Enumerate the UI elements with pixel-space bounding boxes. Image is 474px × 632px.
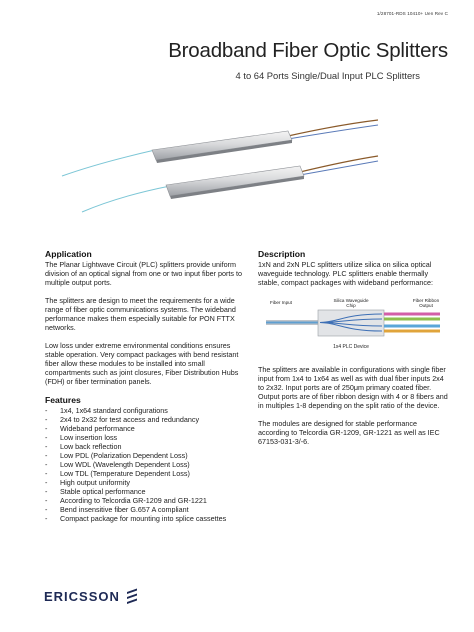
feature-item: - 1x4, 1x64 standard configurations	[45, 406, 250, 415]
description-paragraph-2: The splitters are available in configurations with single fiber input from 1x4 to 1x64 as well as with dual fiber inputs 2x4 to 2x32. Input ports are of 250μm primary coated fiber. Output ports are of fiber ribbon design with 4 or 8 fibers and in multiples 1-8 depending on the split ratio of the device.	[258, 365, 448, 410]
ericsson-logo	[44, 588, 138, 604]
feature-item: - Stable optical performance	[45, 487, 250, 496]
page-subtitle: 4 to 64 Ports Single/Dual Input PLC Splitters	[235, 70, 420, 81]
feature-item: - Bend insensitive fiber G.657 A compliant	[45, 505, 250, 514]
diagram-output-label-line1: Fiber Ribbon	[412, 298, 440, 303]
description-heading: Description	[258, 249, 306, 259]
feature-item: - Wideband performance	[45, 424, 250, 433]
right-column	[258, 249, 448, 455]
feature-item: - 2x4 to 2x32 for test access and redundancy	[45, 415, 250, 424]
feature-item: - Low PDL (Polarization Dependent Loss)	[45, 451, 250, 460]
feature-item: - Low insertion loss	[45, 433, 250, 442]
diagram-caption: 1x4 PLC Device	[333, 344, 369, 350]
ericsson-logo-mark-icon	[126, 588, 138, 604]
application-paragraph-3: Low loss under extreme environmental conditions ensures stable operation. Very compact packages with bend resistant fiber allow these modules to be installed into small compartments such as joint closures, Fiber Distribution Hubs (FDH) or fiber termination panels.	[45, 341, 239, 386]
splitter-module-2	[166, 166, 304, 199]
feature-item: - Low back reflection	[45, 442, 250, 451]
application-paragraph-1: The Planar Lightwave Circuit (PLC) splitters provide uniform division of an optical signal from one or two input fiber ports to multiple output ports.	[45, 260, 242, 287]
feature-item: - High output uniformity	[45, 478, 250, 487]
feature-item: - Low WDL (Wavelength Dependent Loss)	[45, 460, 250, 469]
diagram-chip-label-line1: Silica Waveguide	[333, 298, 369, 303]
feature-item: - Compact package for mounting into splice cassettes	[45, 514, 250, 523]
features-heading: Features	[45, 395, 81, 405]
diagram-chip-label-line2: Chip	[346, 303, 356, 308]
diagram-output-label-line2: Output	[419, 303, 433, 308]
feature-item: - According to Telcordia GR-1209 and GR-1221	[45, 496, 250, 505]
plc-device-diagram	[258, 296, 448, 356]
page-title: Broadband Fiber Optic Splitters	[168, 39, 448, 62]
document-number: 1/28701-RDS 10410+ Uen Rev C	[376, 11, 448, 16]
application-paragraph-2: The splitters are design to meet the requirements for a wide range of fiber optic communications systems. The wideband performance makes them especially suitable for PON FTTX networks.	[45, 296, 236, 332]
splitter-module-1	[152, 131, 292, 163]
description-paragraph-3: The modules are designed for stable performance according to Telcordia GR-1209, GR-1221 as well as IEC 67153-031-3/-6.	[258, 419, 440, 446]
application-heading: Application	[45, 249, 92, 259]
features-list	[45, 406, 250, 523]
diagram-fiber-input-label: Fiber Input	[270, 300, 292, 305]
diagram-output-ribbon	[384, 313, 440, 333]
left-column	[45, 249, 250, 523]
brand-name: ERICSSON	[44, 588, 120, 604]
description-paragraph-1: 1xN and 2xN PLC splitters utilize silica on silica optical waveguide technology. PLC splitters enable thermally stable, compact packages with wideband performance:	[258, 260, 433, 287]
product-photo	[60, 100, 380, 215]
feature-item: - Low TDL (Temperature Dependent Loss)	[45, 469, 250, 478]
